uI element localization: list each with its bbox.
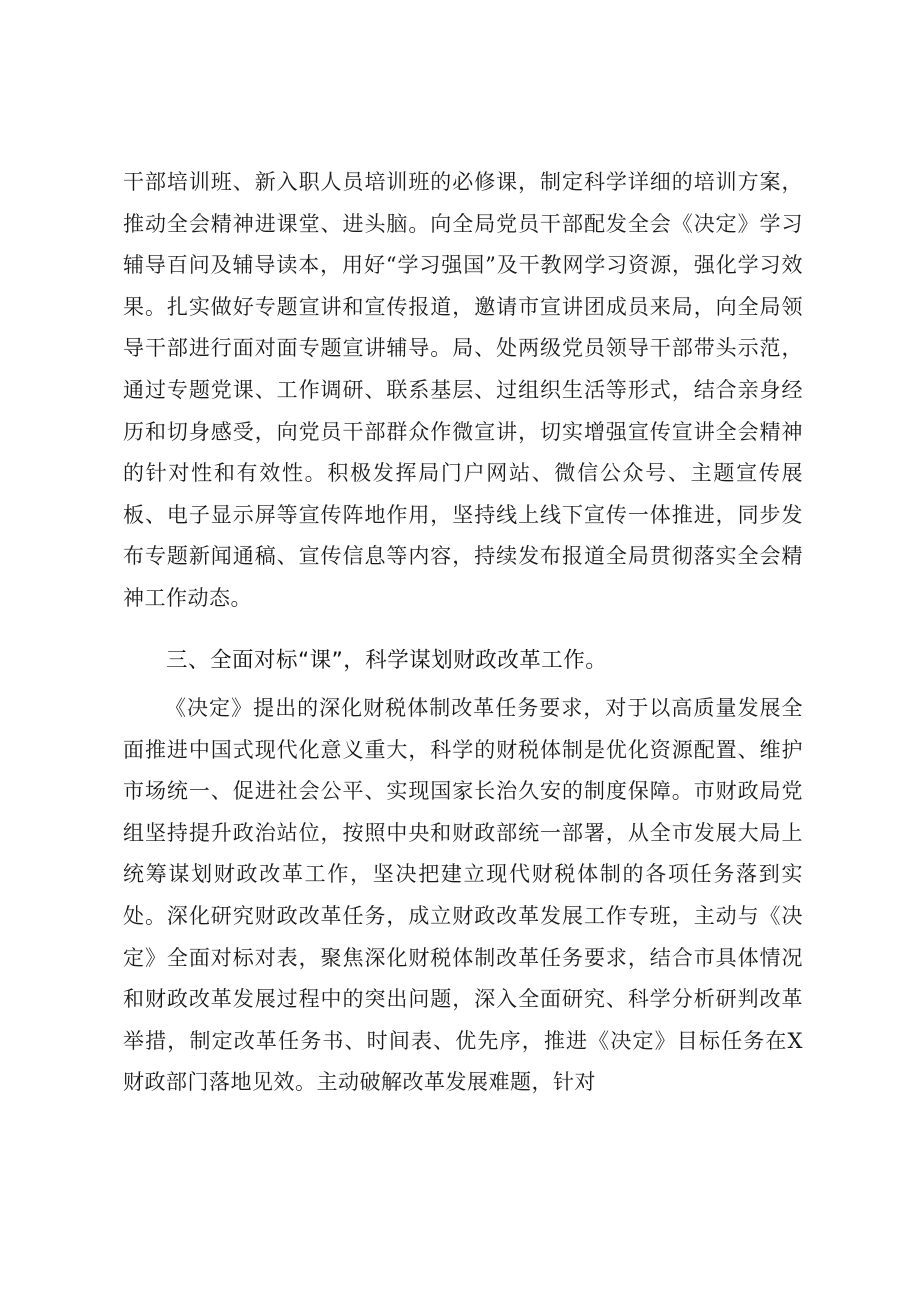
body-paragraph-2-block <box>123 688 803 1104</box>
body-paragraph-1-block <box>123 162 803 620</box>
body-paragraph-1: 干部培训班、新入职人员培训班的必修课，制定科学详细的培训方案，推动全会精神进课堂、进头脑。向全局党员干部配发全会《决定》学习辅导百问及辅导读本，用好“学习强国”及干教网学习资源，强化学习效果。扎实做好专题宣讲和宣传报道，邀请市宣讲团成员来局，向全局领导干部进行面对面专题宣讲辅导。局、处两级党员领导干部带头示范，通过专题党课、工作调研、联系基层、过组织生活等形式，结合亲身经历和切身感受，向党员干部群众作微宣讲，切实增强宣传宣讲全会精神的针对性和有效性。积极发挥局门户网站、微信公众号、主题宣传展板、电子显示屏等宣传阵地作用，坚持线上线下宣传一体推进，同步发布专题新闻通稿、宣传信息等内容，持续发布报道全局贯彻落实全会精神工作动态。 <box>123 170 803 610</box>
section-heading-3: 三、全面对标“课”，科学谋划财政改革工作。 <box>166 648 608 673</box>
body-paragraph-2: 《决定》提出的深化财税体制改革任务要求，对于以高质量发展全面推进中国式现代化意义重大，科学的财税体制是优化资源配置、维护市场统一、促进社会公平、实现国家长治久安的制度保障。市财政局党组坚持提升政治站位，按照中央和财政部统一部署，从全市发展大局上统筹谋划财政改革工作，坚决把建立现代财税体制的各项任务落到实处。深化研究财政改革任务，成立财政改革发展工作专班，主动与《决定》全面对标对表，聚焦深化财税体制改革任务要求，结合市具体情况和财政改革发展过程中的突出问题，深入全面研究、科学分析研判改革举措，制定改革任务书、时间表、优先序，推进《决定》目标任务在X财政部门落地见效。主动破解改革发展难题，针对 <box>123 696 803 1095</box>
